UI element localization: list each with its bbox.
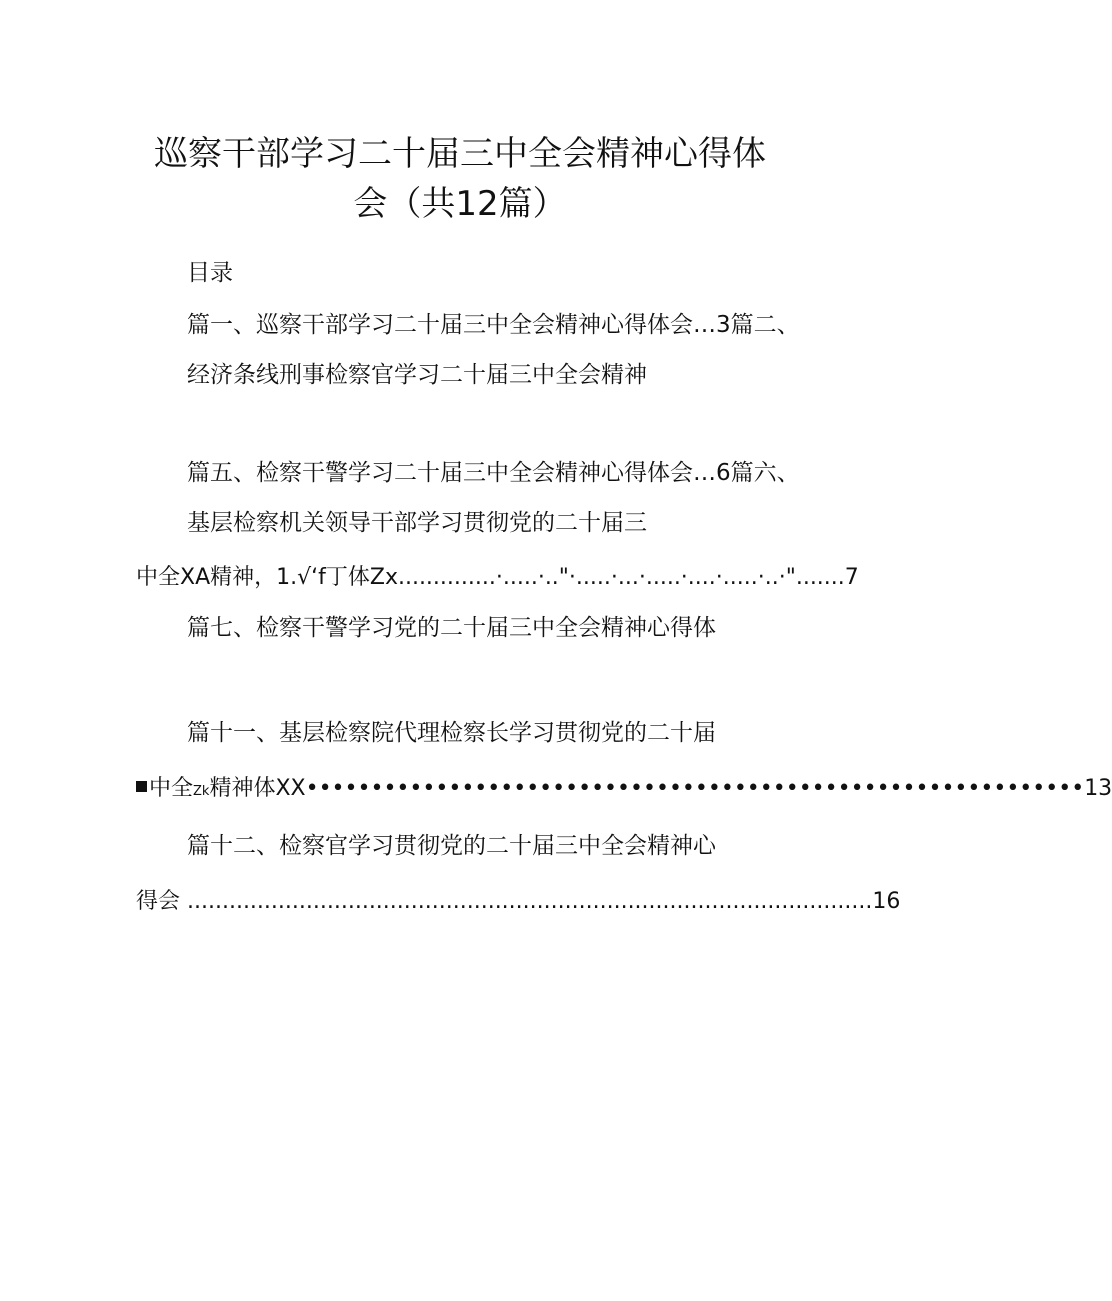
toc-line: 中全XA精神，1.√‘f丁体Zx..............·.....·.."·.....·...·.....·....·.....·..·".......7 bbox=[136, 565, 859, 590]
toc-line: 篇一、巡察干部学习二十届三中全会精神心得体会…3篇二、 bbox=[187, 312, 800, 338]
toc-line-small-text: Zk bbox=[193, 784, 210, 799]
toc-line: 篇五、检察干警学习二十届三中全会精神心得体会…6篇六、 bbox=[187, 460, 800, 486]
toc-line: 篇十一、基层检察院代理检察长学习贯彻党的二十届 bbox=[187, 720, 716, 746]
toc-line: 篇七、检察干警学习党的二十届三中全会精神心得体 bbox=[187, 615, 716, 641]
toc-line: 篇十二、检察官学习贯彻党的二十届三中全会精神心 bbox=[187, 833, 716, 859]
toc-line bbox=[136, 774, 1112, 807]
toc-line-prefix: 中全 bbox=[149, 776, 194, 801]
toc-heading: 目录 bbox=[187, 260, 233, 286]
document-title-line-1: 巡察干部学习二十届三中全会精神心得体 bbox=[154, 134, 766, 174]
toc-line: 基层检察机关领导干部学习贯彻党的二十届三 bbox=[187, 510, 647, 536]
toc-line-rest: 精神体XX••••••••••••••••••••••••••••••••••••••••••••••••••••••••••••13 bbox=[209, 776, 1112, 801]
document-title-line-2: 会（共12篇） bbox=[353, 184, 567, 224]
toc-line: 得会 ..................................................................................................16 bbox=[136, 889, 901, 914]
bullet-square-icon bbox=[136, 781, 147, 792]
toc-line: 经济条线刑事检察官学习二十届三中全会精神 bbox=[187, 362, 647, 388]
